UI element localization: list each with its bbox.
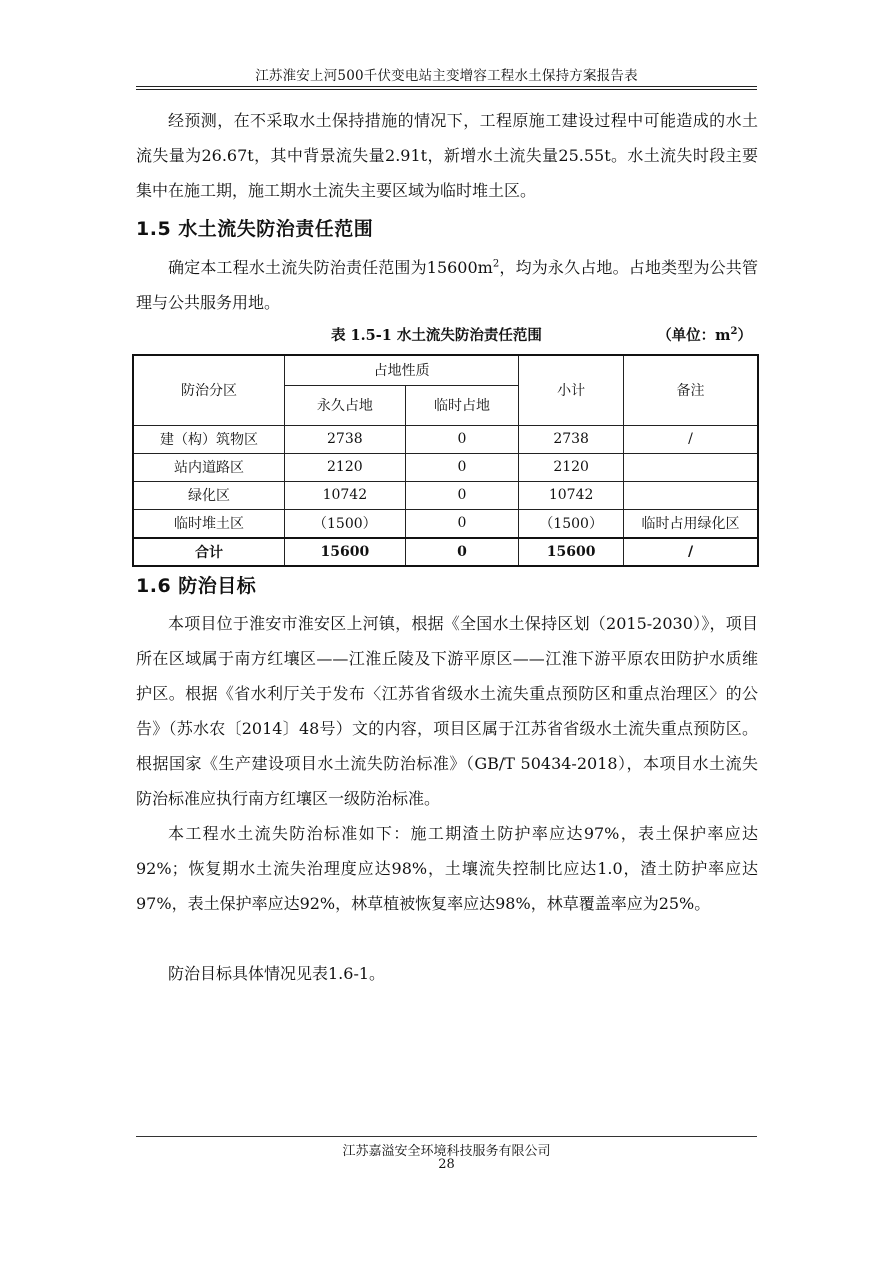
cell-subtotal-total: 15600: [519, 538, 624, 566]
footer-rule: [136, 1136, 757, 1137]
paragraph-target-reference: 防治目标具体情况见表1.6-1。: [168, 964, 386, 983]
table-caption: [136, 322, 758, 346]
cell-remark-total: /: [624, 538, 758, 566]
cell-temporary: 0: [405, 453, 519, 481]
header-temporary: 临时占地: [405, 385, 519, 425]
responsibility-scope-table: [132, 354, 759, 567]
table-row: [133, 425, 758, 453]
table-row: [133, 509, 758, 538]
paragraph-erosion-forecast: 经预测，在不采取水土保持措施的情况下，工程原施工建设过程中可能造成的水土流失量为26.67t，其中背景流失量2.91t，新增水土流失量25.55t。水土流失时段主要集中在施工期，施工期水土流失主要区域为临时堆土区。: [136, 111, 758, 200]
cell-zone: 建（构）筑物区: [133, 425, 284, 453]
header-rule-secondary: [136, 89, 757, 90]
table-caption-unit: [657, 324, 752, 345]
section-heading-1-6: 1.6 防治目标: [136, 575, 257, 597]
scope-text-sup: 2: [492, 258, 500, 270]
cell-temporary: 0: [405, 481, 519, 509]
paragraph-control-standards: 本工程水土流失防治标准如下：施工期渣土防护率应达97%，表土保护率应达92%；恢复期水土流失治理度应达98%，土壤流失控制比应达1.0，渣土防护率应达97%，表土保护率应达92%，林草植被恢复率应达98%，林草覆盖率应为25%。: [136, 824, 758, 913]
table-caption-title: 表 1.5-1 水土流失防治责任范围: [331, 327, 542, 344]
cell-remark: [624, 481, 758, 509]
paragraph-responsibility-scope: [136, 250, 758, 320]
scope-text-post: ，均为永久占地。占地类型为公共管理与公共服务用地。: [136, 258, 758, 312]
unit-pre: （单位：m: [657, 327, 731, 344]
header-subtotal: 小计: [519, 355, 624, 425]
footer-company: 江苏嘉溢安全环境科技服务有限公司: [342, 1144, 551, 1159]
cell-permanent: 10742: [284, 481, 405, 509]
cell-zone-total: 合计: [133, 538, 284, 566]
cell-subtotal: 10742: [519, 481, 624, 509]
page-number: 28: [438, 1157, 455, 1172]
cell-zone: 站内道路区: [133, 453, 284, 481]
cell-subtotal: 2738: [519, 425, 624, 453]
cell-permanent: 2120: [284, 453, 405, 481]
cell-permanent: （1500）: [284, 509, 405, 538]
cell-temporary: 0: [405, 509, 519, 538]
cell-subtotal: （1500）: [519, 509, 624, 538]
cell-permanent: 2738: [284, 425, 405, 453]
table-total-row: [133, 538, 758, 566]
cell-remark: /: [624, 425, 758, 453]
paragraph-zoning-basis: 本项目位于淮安市淮安区上河镇，根据《全国水土保持区划（2015-2030）》，项目所在区域属于南方红壤区——江淮丘陵及下游平原区——江淮下游平原农田防护水质维护区。根据《省水利厅关于发布〈江苏省省级水土流失重点预防区和重点治理区〉的公告》（苏水农〔2014〕48号）文的内容，项目区属于江苏省省级水土流失重点预防区。根据国家《生产建设项目水土流失防治标准》（GB/T 50434-2018），本项目水土流失防治标准应执行南方红壤区一级防治标准。: [136, 614, 758, 808]
section-heading-1-5: 1.5 水土流失防治责任范围: [136, 218, 374, 240]
cell-zone: 临时堆土区: [133, 509, 284, 538]
unit-post: ）: [737, 327, 752, 344]
header-remark: 备注: [624, 355, 758, 425]
table-row: [133, 453, 758, 481]
cell-subtotal: 2120: [519, 453, 624, 481]
header-zone: 防治分区: [133, 355, 284, 425]
cell-permanent-total: 15600: [284, 538, 405, 566]
running-header: 江苏淮安上河500千伏变电站主变增容工程水土保持方案报告表: [255, 68, 638, 84]
scope-text-pre: 确定本工程水土流失防治责任范围为15600m: [168, 258, 493, 277]
cell-remark: 临时占用绿化区: [624, 509, 758, 538]
header-land-nature: 占地性质: [284, 355, 518, 385]
header-permanent: 永久占地: [284, 385, 405, 425]
cell-temporary: 0: [405, 425, 519, 453]
table-row: [133, 481, 758, 509]
cell-remark: [624, 453, 758, 481]
header-rule: [136, 86, 757, 87]
cell-zone: 绿化区: [133, 481, 284, 509]
cell-temporary-total: 0: [405, 538, 519, 566]
unit-sup: 2: [730, 326, 738, 338]
